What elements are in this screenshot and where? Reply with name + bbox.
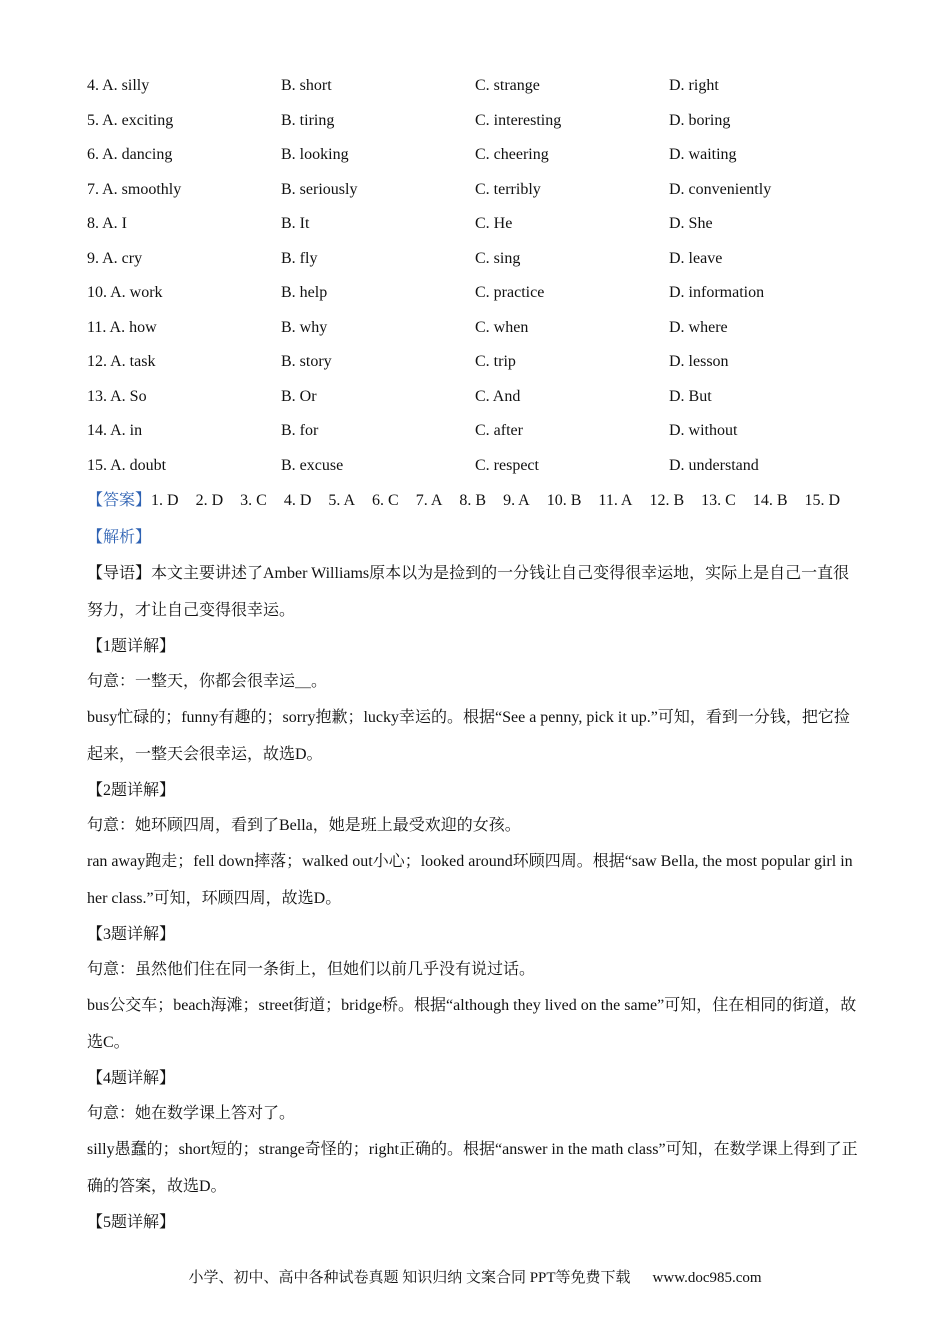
option-cell: 6. A. dancing: [87, 146, 173, 163]
option-cell: C. trip: [475, 353, 516, 370]
option-cell: B. short: [281, 77, 332, 94]
option-cell: B. It: [281, 215, 310, 232]
section-heading: 【3题详解】: [87, 926, 176, 943]
section-heading: 【4题详解】: [87, 1070, 176, 1087]
option-row: [87, 450, 877, 485]
option-cell: 15. A. doubt: [87, 456, 167, 474]
option-cell: 10. A. work: [87, 284, 163, 301]
answer-item: 14. B: [752, 492, 788, 509]
option-cell: B. for: [281, 422, 319, 439]
option-cell: 5. A. exciting: [87, 111, 174, 129]
option-cell: B. looking: [281, 146, 349, 163]
option-row: [87, 346, 877, 381]
option-row: [87, 208, 877, 243]
option-cell: B. why: [281, 318, 328, 336]
option-cell: B. help: [281, 284, 328, 301]
option-cell: 9. A. cry: [87, 249, 143, 267]
option-cell: 8. A. I: [87, 215, 127, 232]
intro-paragraph: 【导语】本文主要讲述了Amber Williams原本以为是捡到的一分钱让自己变得很幸运地，实际上是自己一直很努力，才让自己变得很幸运。: [87, 565, 850, 619]
detail-explanation: ran away跑走；fell down摔落；walked out小心；looked around环顾四周。根据“saw Bella, the most popular girl in her class.”可知，环顾四周，故选D。: [87, 853, 853, 907]
sentence-meaning: 句意：她在数学课上答对了。: [87, 1105, 296, 1122]
option-cell: C. after: [475, 422, 523, 439]
option-cell: B. fly: [281, 249, 318, 267]
detail-sections: [87, 629, 862, 1240]
analysis-body: [87, 520, 862, 1240]
section-heading: 【5题详解】: [87, 1214, 176, 1231]
option-row: [87, 70, 877, 105]
option-row: [87, 415, 877, 450]
option-cell: C. when: [475, 318, 529, 336]
option-cell: D. where: [669, 318, 728, 336]
option-cell: 12. A. task: [87, 353, 156, 370]
option-cell: 7. A. smoothly: [87, 180, 182, 198]
answer-item: 1. D: [151, 492, 179, 509]
answer-item: 2. D: [195, 492, 224, 509]
option-cell: C. strange: [475, 77, 540, 94]
option-cell: D. She: [669, 215, 713, 232]
option-cell: C. respect: [475, 456, 539, 474]
option-cell: B. story: [281, 353, 332, 370]
detail-explanation: bus公交车；beach海滩；street街道；bridge桥。根据“although they lived on the same”可知，住在相同的街道，故选C。: [87, 997, 857, 1051]
answer-item: 8. B: [459, 492, 487, 509]
answer-items: [151, 492, 857, 509]
answer-item: 12. B: [649, 492, 685, 509]
option-row: [87, 139, 877, 174]
footer-site: www.doc985.com: [652, 1270, 762, 1286]
option-table: [87, 70, 877, 484]
option-row: [87, 277, 877, 312]
detail-explanation: busy忙碌的；funny有趣的；sorry抱歉；lucky幸运的。根据“See a penny, pick it up.”可知，看到一分钱，把它捡起来，一整天会很幸运，故选D。: [87, 709, 850, 763]
answer-item: 10. B: [546, 492, 582, 509]
option-cell: C. interesting: [475, 111, 562, 129]
option-cell: D. information: [669, 284, 765, 301]
option-cell: C. cheering: [475, 146, 549, 163]
option-cell: B. Or: [281, 387, 317, 405]
answer-label: 【答案】: [87, 492, 152, 509]
answer-item: 4. D: [283, 492, 312, 509]
footer-text: 小学、初中、高中各种试卷真题 知识归纳 文案合同 PPT等免费下载: [188, 1270, 631, 1286]
option-row: [87, 381, 877, 416]
answer-key: [87, 485, 867, 517]
option-row: [87, 105, 877, 140]
option-cell: C. practice: [475, 284, 545, 301]
option-cell: C. terribly: [475, 180, 541, 198]
option-cell: B. excuse: [281, 456, 344, 474]
sentence-meaning: 句意：她环顾四周，看到了Bella，她是班上最受欢迎的女孩。: [87, 817, 521, 834]
option-cell: D. without: [669, 422, 738, 439]
sentence-meaning: 句意：一整天，你都会很幸运＿。: [87, 673, 328, 690]
option-cell: D. boring: [669, 111, 731, 129]
answer-item: 5. A: [328, 492, 356, 509]
option-cell: 14. A. in: [87, 422, 143, 439]
answer-item: 11. A: [598, 492, 633, 509]
analysis-label: 【解析】: [87, 529, 152, 546]
answer-item: 6. C: [372, 492, 399, 509]
option-cell: C. He: [475, 215, 513, 232]
section-heading: 【1题详解】: [87, 638, 176, 655]
option-row: [87, 312, 877, 347]
option-cell: C. And: [475, 387, 521, 405]
answer-item: 7. A: [415, 492, 443, 509]
option-cell: 4. A. silly: [87, 77, 150, 94]
section-heading: 【2题详解】: [87, 782, 176, 799]
option-cell: D. right: [669, 77, 719, 94]
option-cell: D. leave: [669, 249, 723, 267]
answer-item: 9. A: [503, 492, 530, 509]
option-cell: 13. A. So: [87, 387, 147, 405]
option-cell: D. But: [669, 387, 712, 405]
answer-item: 15. D: [804, 492, 841, 509]
option-cell: B. tiring: [281, 111, 335, 129]
option-cell: B. seriously: [281, 180, 358, 198]
option-cell: D. waiting: [669, 146, 737, 163]
page-footer: [0, 1266, 950, 1287]
detail-explanation: silly愚蠢的；short短的；strange奇怪的；right正确的。根据“answer in the math class”可知，在数学课上得到了正确的答案，故选D。: [87, 1141, 858, 1195]
option-row: [87, 243, 877, 278]
answer-item: 13. C: [701, 492, 736, 509]
answer-item: 3. C: [240, 492, 267, 509]
option-cell: D. understand: [669, 456, 759, 474]
option-cell: D. conveniently: [669, 180, 772, 198]
sentence-meaning: 句意：虽然他们住在同一条街上，但她们以前几乎没有说过话。: [87, 961, 536, 978]
option-row: [87, 174, 877, 209]
option-cell: C. sing: [475, 249, 521, 267]
option-cell: 11. A. how: [87, 318, 157, 336]
option-cell: D. lesson: [669, 353, 729, 370]
